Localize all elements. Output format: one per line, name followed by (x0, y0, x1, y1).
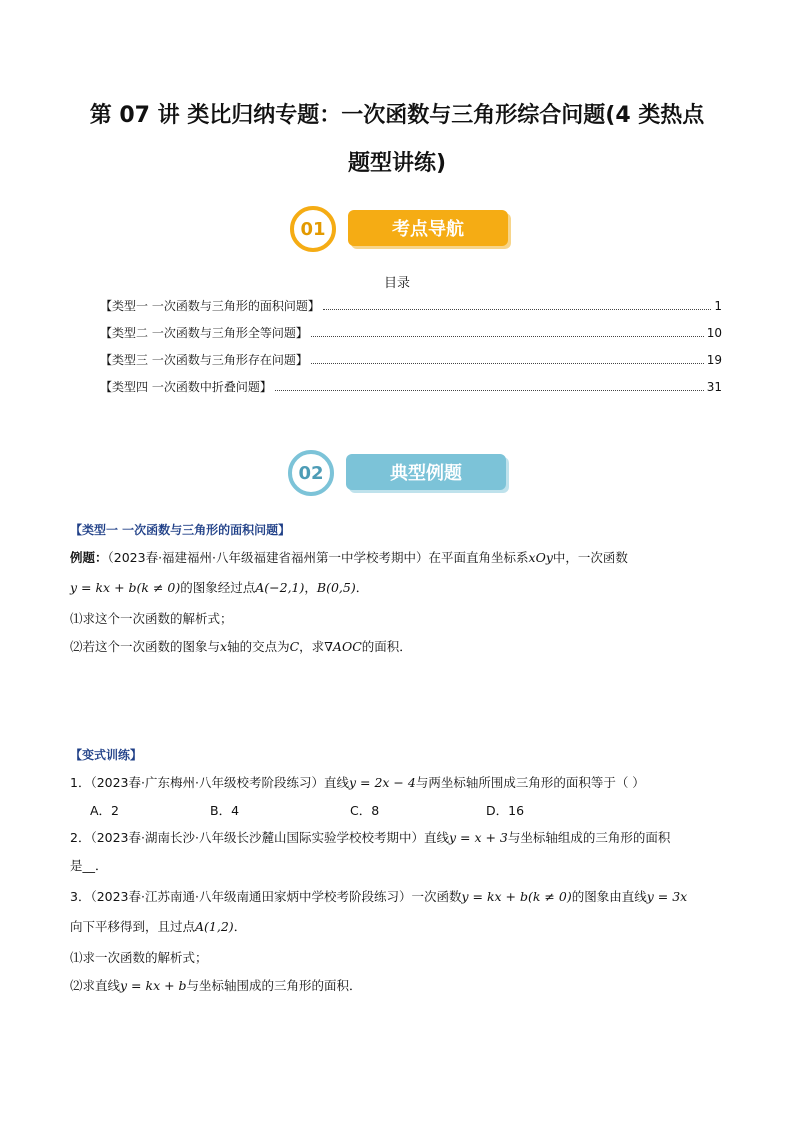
practice-question-2 (70, 828, 730, 848)
question-text: 的图象由直线 (571, 889, 647, 904)
toc-item[interactable] (100, 297, 722, 324)
practice-heading: 【变式训练】 (70, 748, 143, 762)
example-label: 例题： (70, 550, 108, 565)
question-text: 与坐标轴组成的三角形的面积 (507, 830, 671, 845)
question-text: 与两坐标轴所围成三角形的面积等于（ ） (415, 775, 645, 790)
toc-item[interactable] (100, 324, 722, 351)
title-line-1: 第 07 讲 类比归纳专题：一次函数与三角形综合问题(4 类热点 (89, 103, 705, 128)
question-text: 2．（2023春·湖南长沙·八年级长沙麓山国际实验学校校考期中）直线 (70, 830, 449, 845)
banner-number-badge: 02 (288, 450, 334, 496)
math-point-a: A(−2,1) (255, 580, 305, 595)
section-banner-dianxing (288, 450, 510, 494)
toc-leader-dots (311, 327, 704, 337)
section-banner-kaodian (290, 206, 512, 250)
toc-item-page: 1 (714, 299, 722, 313)
toc-item[interactable] (100, 378, 722, 405)
example-question-1: ⑴求这个一次函数的解析式； (70, 611, 233, 626)
example-line-1 (70, 548, 730, 568)
toc-item-page: 19 (706, 353, 722, 367)
example-line-2 (70, 578, 730, 598)
table-of-contents (100, 297, 722, 405)
question-text: 与坐标轴围成的三角形的面积． (186, 978, 362, 993)
question-text: 1．（2023春·广东梅州·八年级校考阶段练习）直线 (70, 775, 349, 790)
math-triangle: ∇AOC (324, 639, 362, 654)
math-c: C (289, 639, 300, 654)
option-d[interactable]: D．16 (486, 803, 525, 818)
document-title (60, 92, 734, 188)
practice-question-3-part-1: ⑴求一次函数的解析式； (70, 950, 208, 965)
toc-title: 目录 (383, 276, 410, 291)
toc-item-label: 【类型二 一次函数与三角形全等问题】 (100, 326, 308, 340)
practice-question-3-line-2 (70, 917, 730, 937)
example-tail: 中，一次函数 (552, 550, 628, 565)
section-heading-type1: 【类型一 一次函数与三角形的面积问题】 (70, 523, 291, 537)
banner-number-badge: 01 (290, 206, 336, 252)
option-c[interactable]: C．8 (350, 803, 380, 818)
banner-label: 考点导航 (348, 210, 508, 246)
toc-item-page: 31 (706, 380, 722, 394)
question-text: 3．（2023春·江苏南通·八年级南通田家炳中学校考阶段练习）一次函数 (70, 889, 462, 904)
example-question-2 (70, 637, 730, 657)
math-function: y = x + 3 (448, 830, 508, 845)
example-text: ， (304, 580, 317, 595)
toc-item-label: 【类型一 一次函数与三角形的面积问题】 (100, 299, 320, 313)
option-a[interactable]: A．2 (90, 803, 120, 818)
practice-question-1 (70, 773, 730, 793)
example-text: ． (355, 580, 369, 595)
toc-item-label: 【类型四 一次函数中折叠问题】 (100, 380, 272, 394)
toc-leader-dots (323, 300, 712, 310)
practice-question-2-line-2: 是__． (70, 858, 108, 873)
toc-leader-dots (275, 381, 704, 391)
question-text: ，求 (299, 639, 325, 654)
toc-item[interactable] (100, 351, 722, 378)
example-source: （2023春·福建福州·八年级福建省福州第一中学校考期中）在平面直角坐标系 (107, 550, 529, 565)
math-coord-system: xOy (528, 550, 553, 565)
practice-question-3 (70, 887, 730, 907)
math-function: y = kx + b(k ≠ 0) (461, 889, 572, 904)
question-text: 向下平移得到，且过点 (70, 919, 196, 934)
math-point-b: B(0,5) (316, 580, 356, 595)
question-text: ⑵若这个一次函数的图象与 (70, 639, 221, 654)
question-text: ⑵求直线 (70, 978, 121, 993)
option-b[interactable]: B．4 (210, 803, 240, 818)
math-function: y = kx + b(k ≠ 0) (70, 580, 181, 595)
math-function: y = kx + b (120, 978, 187, 993)
example-text: 的图象经过点 (180, 580, 256, 595)
math-point-a: A(1,2) (195, 919, 234, 934)
toc-item-label: 【类型三 一次函数与三角形存在问题】 (100, 353, 308, 367)
toc-leader-dots (311, 354, 704, 364)
banner-label: 典型例题 (346, 454, 506, 490)
question-text: 的面积． (361, 639, 412, 654)
title-line-2: 题型讲练) (347, 151, 447, 176)
math-function: y = 3x (646, 889, 688, 904)
math-function: y = 2x − 4 (348, 775, 416, 790)
practice-question-3-part-2 (70, 976, 730, 996)
toc-item-page: 10 (706, 326, 722, 340)
question-text: 轴的交点为 (227, 639, 290, 654)
math-x: x (220, 639, 228, 654)
question-text: ． (233, 919, 247, 934)
